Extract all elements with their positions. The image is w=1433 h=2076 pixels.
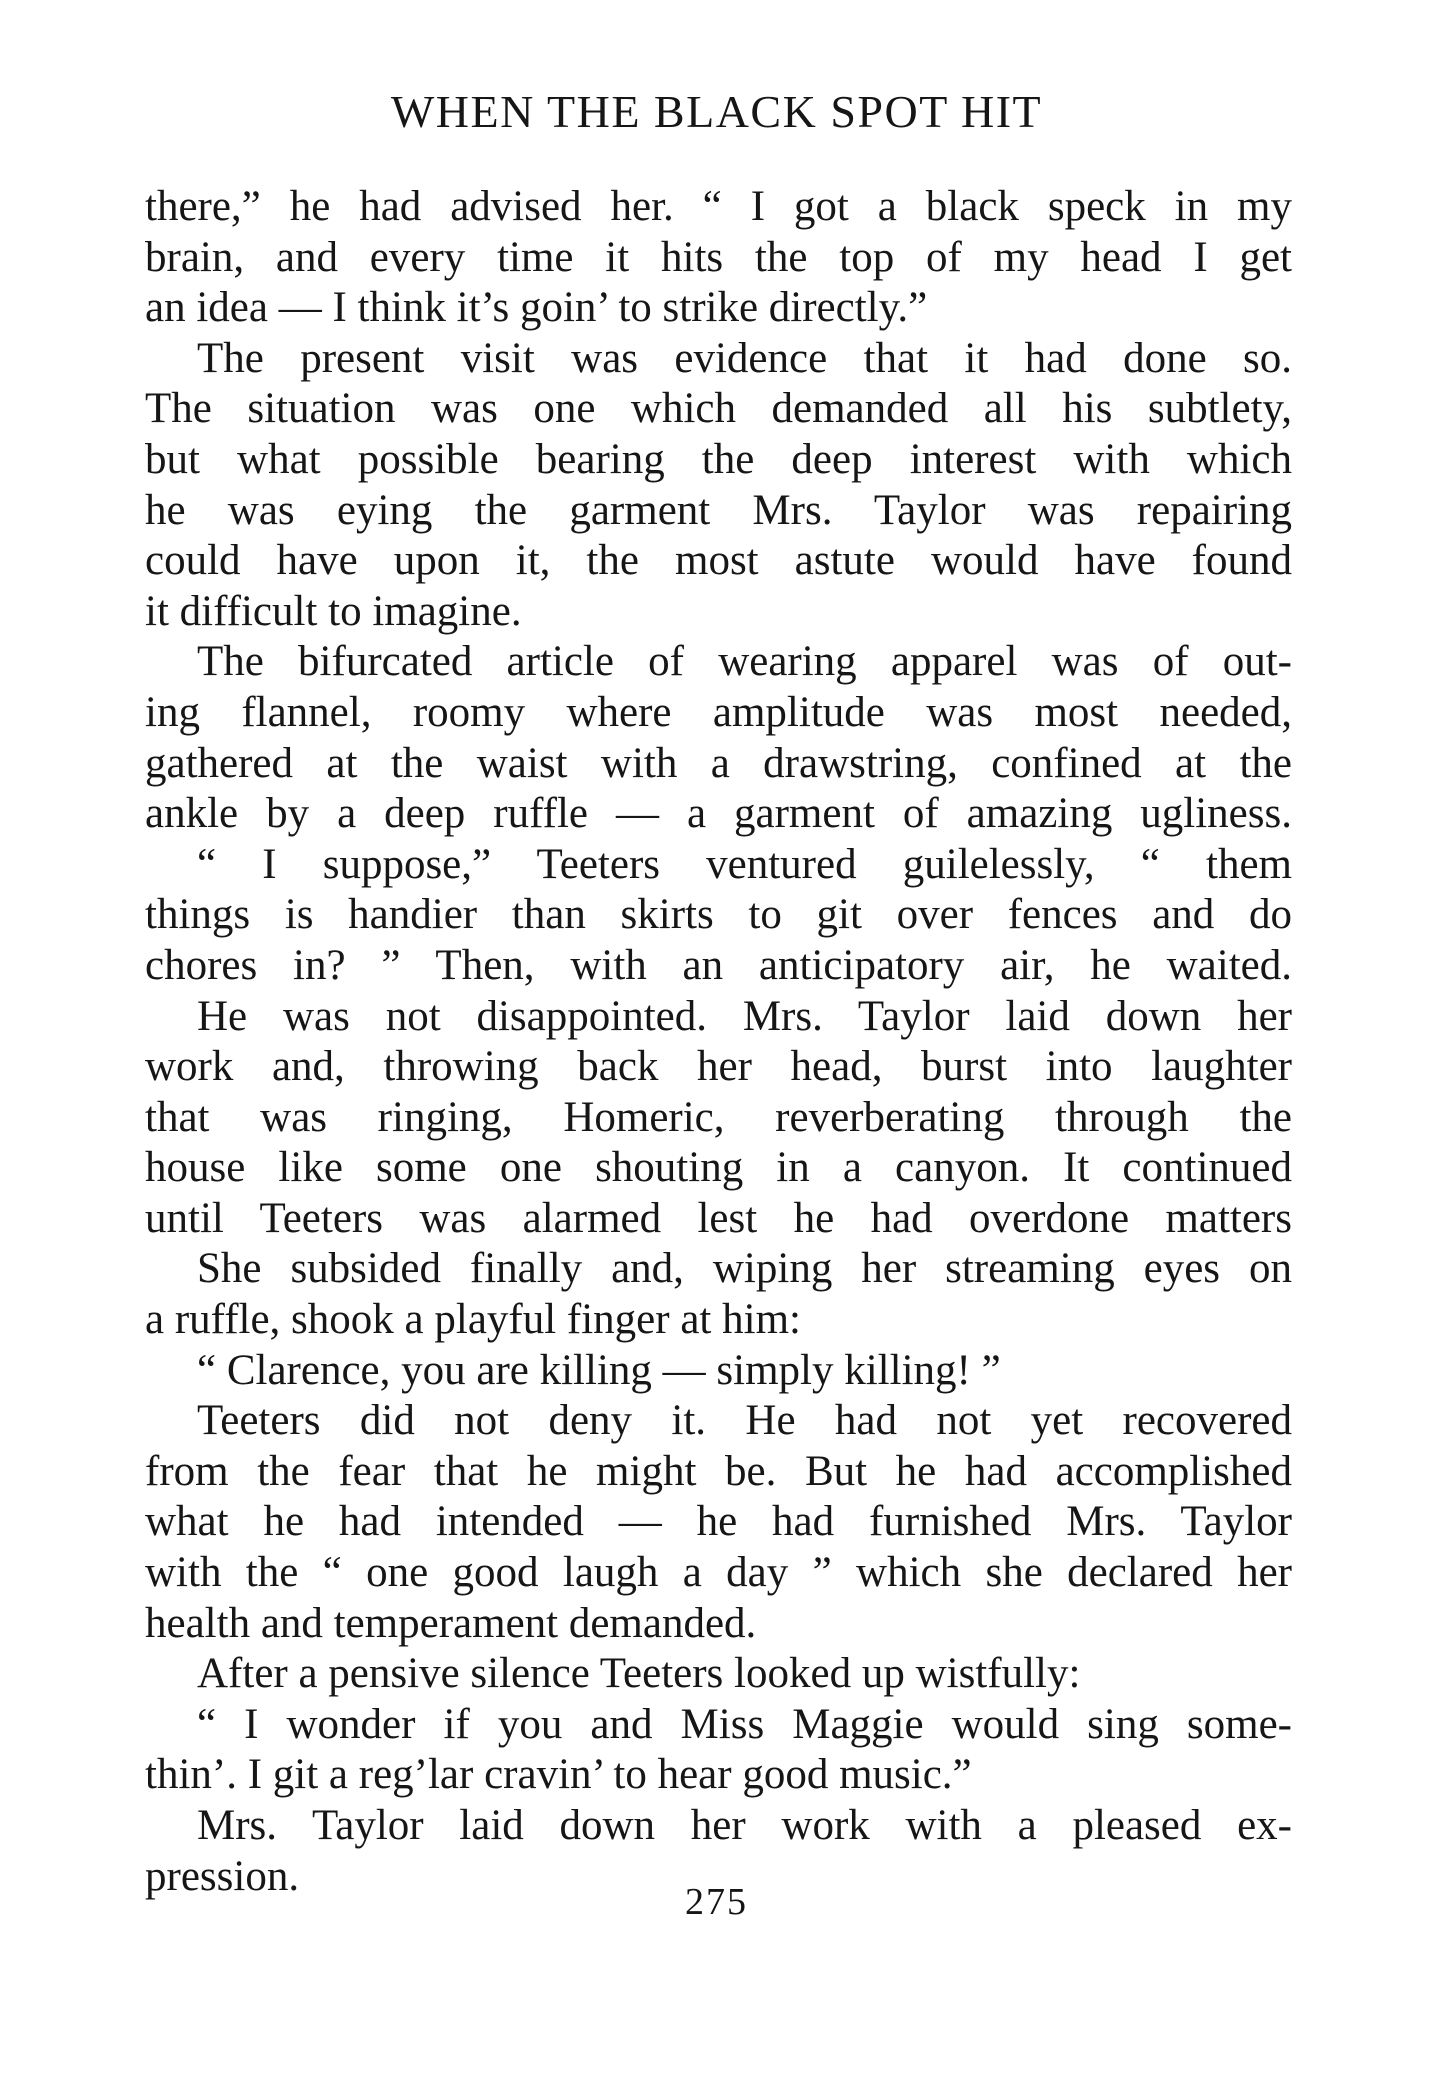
text-line: pression. <box>145 1852 300 1900</box>
text-line: “ I suppose,” Teeters ventured guilelessly, “ them <box>197 840 1292 888</box>
text-line: it difficult to imagine. <box>145 587 522 635</box>
text-line: that was ringing, Homeric, reverberating through the <box>145 1093 1292 1141</box>
text-line: until Teeters was alarmed lest he had overdone matters <box>145 1194 1292 1242</box>
text-line: “ I wonder if you and Miss Maggie would sing some- <box>197 1700 1292 1748</box>
text-line: She subsided finally and, wiping her streaming eyes on <box>197 1245 1292 1293</box>
text-line: The bifurcated article of wearing apparel was of out- <box>197 638 1292 686</box>
text-line: a ruffle, shook a playful finger at him: <box>145 1296 801 1344</box>
text-line: could have upon it, the most astute would have found <box>145 537 1292 585</box>
text-line: The situation was one which demanded all his subtlety, <box>145 385 1292 433</box>
text-line: Mrs. Taylor laid down her work with a pleased ex- <box>197 1802 1292 1849</box>
text-line: He was not disappointed. Mrs. Taylor laid down her <box>197 992 1292 1040</box>
text-line: from the fear that he might be. But he had accomplished <box>145 1447 1292 1495</box>
text-line: “ Clarence, you are killing — simply killing! ” <box>197 1346 1001 1394</box>
page-number: 275 <box>685 1881 748 1923</box>
text-line: but what possible bearing the deep interest with which <box>145 435 1292 483</box>
text-line: ing flannel, roomy where amplitude was most needed, <box>145 688 1292 736</box>
text-line: brain, and every time it hits the top of my head I get <box>145 233 1292 281</box>
text-line: with the “ one good laugh a day ” which she declared her <box>145 1549 1292 1597</box>
text-line: an idea — I think it’s goin’ to strike directly.” <box>145 284 928 332</box>
text-line: what he had intended — he had furnished Mrs. Taylor <box>145 1498 1292 1546</box>
body-text <box>145 182 1292 1902</box>
text-line: The present visit was evidence that it had done so. <box>197 334 1292 382</box>
text-line: he was eying the garment Mrs. Taylor was repairing <box>145 486 1292 534</box>
text-line: work and, throwing back her head, burst into laughter <box>145 1043 1292 1091</box>
text-line: health and temperament demanded. <box>145 1599 757 1647</box>
text-line: house like some one shouting in a canyon. It continued <box>145 1144 1292 1192</box>
text-line: thin’. I git a reg’lar cravin’ to hear good music.” <box>145 1751 972 1799</box>
text-line: gathered at the waist with a drawstring, confined at the <box>145 739 1292 787</box>
text-line: ankle by a deep ruffle — a garment of amazing ugliness. <box>145 790 1292 838</box>
text-line: Teeters did not deny it. He had not yet recovered <box>197 1397 1292 1445</box>
text-line: things is handier than skirts to git over fences and do <box>145 891 1292 939</box>
text-line: After a pensive silence Teeters looked up wistfully: <box>197 1650 1081 1698</box>
text-line: chores in? ” Then, with an anticipatory air, he waited. <box>145 941 1292 989</box>
text-line: there,” he had advised her. “ I got a black speck in my <box>145 183 1292 230</box>
running-head: WHEN THE BLACK SPOT HIT <box>390 86 1043 137</box>
